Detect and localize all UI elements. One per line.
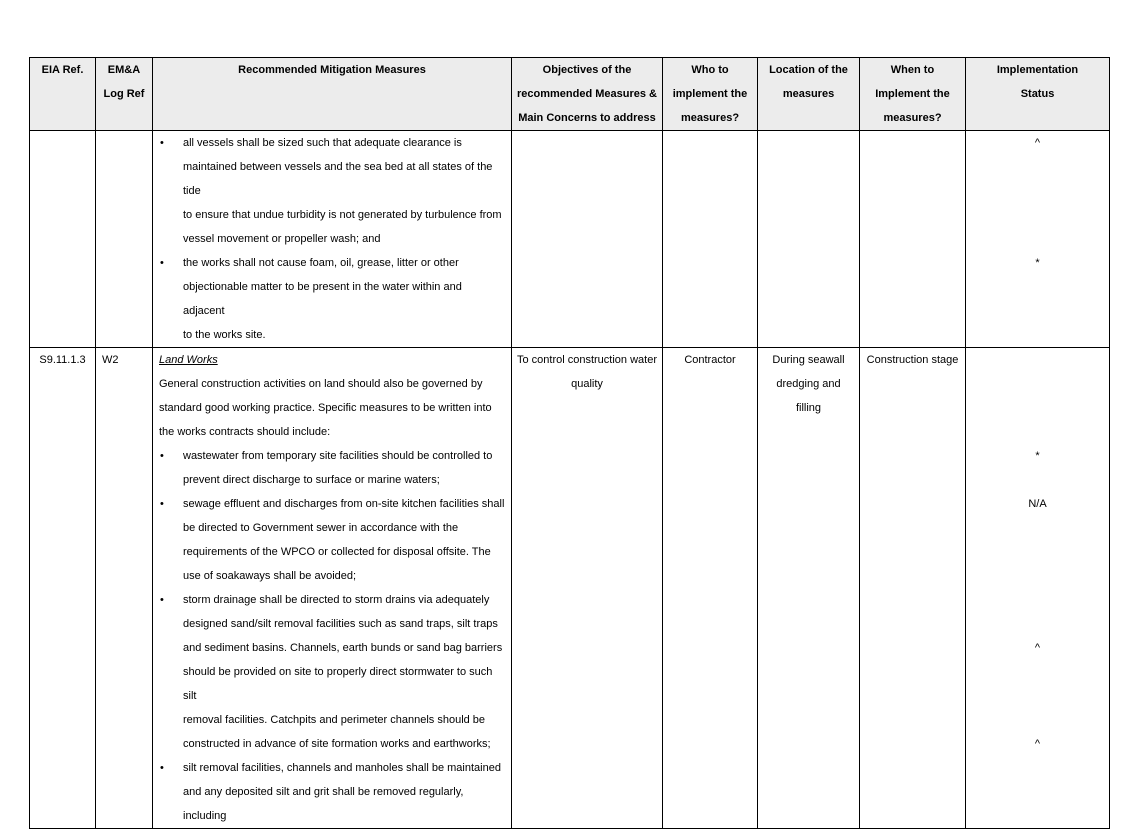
location-cell: During seawall dredging and filling <box>758 348 860 829</box>
list-item: • wastewater from temporary site facilities should be controlled to prevent direct discharge to surface or marine waters; <box>153 444 511 492</box>
log-ref-cell <box>96 131 153 348</box>
log-ref-cell: W2 <box>96 348 153 829</box>
who-cell: Contractor <box>663 348 758 829</box>
mitigation-measures-table <box>29 57 1110 829</box>
objectives-cell: To control construction water quality <box>512 348 663 829</box>
section-title: Land Works <box>159 354 218 366</box>
status-mark: ^ <box>1034 642 1041 654</box>
status-mark: N/A <box>1028 498 1047 510</box>
header-ema-log-ref: EM&A Log Ref <box>96 58 153 131</box>
list-item: • all vessels shall be sized such that adequate clearance is maintained between vessels and the sea bed at all states of the tide to ensure that undue turbidity is not generated by turbulence from vessel movement or propeller wash; and <box>153 131 511 251</box>
location-cell <box>758 131 860 348</box>
eia-ref-cell <box>30 131 96 348</box>
table-row <box>30 131 1110 348</box>
who-cell <box>663 131 758 348</box>
when-cell: Construction stage <box>860 348 966 829</box>
table-row <box>30 348 1110 829</box>
measures-cell <box>153 131 512 348</box>
list-item: • silt removal facilities, channels and manholes shall be maintained and any deposited silt and grit shall be removed regularly, including <box>153 756 511 828</box>
header-location: Location of the measures <box>758 58 860 131</box>
header-who-to-implement: Who to implement the measures? <box>663 58 758 131</box>
status-cell <box>966 348 1110 829</box>
eia-ref-cell: S9.11.1.3 <box>30 348 96 829</box>
bullet-icon: • <box>160 762 164 774</box>
bullet-icon: • <box>160 498 164 510</box>
status-cell <box>966 131 1110 348</box>
when-cell <box>860 131 966 348</box>
header-implementation-status: Implementation Status <box>966 58 1110 131</box>
bullet-icon: • <box>160 257 164 269</box>
list-item: • sewage effluent and discharges from on-site kitchen facilities shall be directed to Government sewer in accordance with the requirements of the WPCO or collected for disposal offsite. The use of soakaways shall be avoided; <box>153 492 511 588</box>
header-objectives: Objectives of the recommended Measures & Main Concerns to address <box>512 58 663 131</box>
bullet-icon: • <box>160 594 164 606</box>
bullet-icon: • <box>160 450 164 462</box>
bullet-icon: • <box>160 137 164 149</box>
status-mark: * <box>1035 450 1040 462</box>
header-when-to-implement: When to Implement the measures? <box>860 58 966 131</box>
status-mark: ^ <box>1034 137 1041 149</box>
status-mark: ^ <box>1034 738 1041 750</box>
measures-cell: Land Works General construction activities on land should also be governed by standard good working practice. Specific measures to be written into the works contracts should include: • wastewater from temporary site facilities should be controlled to prevent direct discharge to surface or marine waters; • sewage effluent and discharges from on-site kitchen facilities shall be directed to Government sewer in accordance with the requirements of the WPCO or collected for disposal offsite. The use of soakaways shall be avoided; • storm drainage shall be directed to storm drains via adequately designed sand/silt removal facilities such as sand traps, silt traps and sediment basins. Channels, earth bunds or sand bag barriers should be provided on site to properly direct stormwater to such silt removal facilities. Catchpits and perimeter channels should be constructed in advance of site formation works and earthworks; • silt removal facilities, channels and manholes shall be maintained and any deposited silt and grit shall be removed regularly, including <box>153 348 512 829</box>
header-mitigation-measures: Recommended Mitigation Measures <box>153 58 512 131</box>
header-row <box>30 58 1110 131</box>
objectives-cell <box>512 131 663 348</box>
list-item: • storm drainage shall be directed to storm drains via adequately designed sand/silt removal facilities such as sand traps, silt traps and sediment basins. Channels, earth bunds or sand bag barriers should be provided on site to properly direct stormwater to such silt removal facilities. Catchpits and perimeter channels should be constructed in advance of site formation works and earthworks; <box>153 588 511 756</box>
list-item: • the works shall not cause foam, oil, grease, litter or other objectionable matter to be present in the water within and adjacent to the works site. <box>153 251 511 347</box>
status-mark: * <box>1035 257 1040 269</box>
header-eia-ref: EIA Ref. <box>30 58 96 131</box>
